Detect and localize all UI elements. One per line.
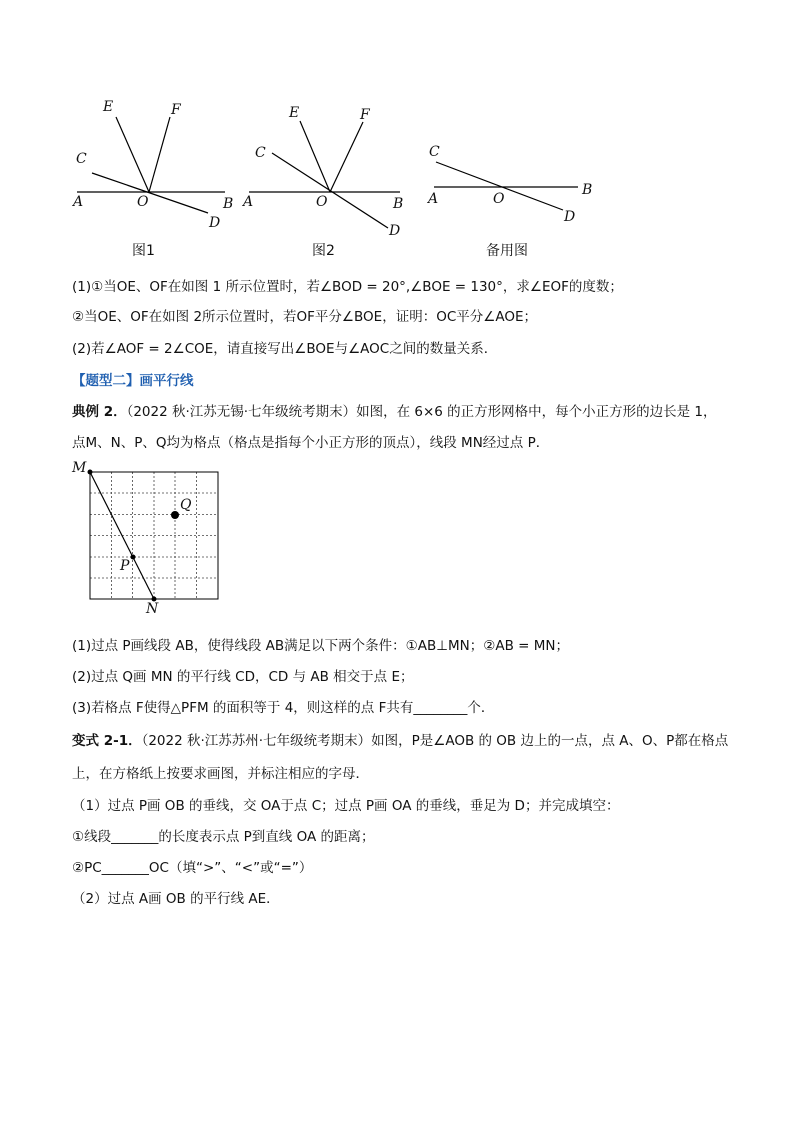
- figure-1-caption: 图1: [132, 243, 155, 259]
- var21-line-6: （2）过点 A画 OB 的平行线 AE．: [72, 891, 280, 907]
- ex2-part-3: (3)若格点 F使得△PFM 的面积等于 4，则这样的点 F共有________个．: [72, 700, 495, 716]
- label-E: E: [103, 99, 114, 115]
- var21-heading: 变式 2-1．: [72, 733, 142, 749]
- label-B: B: [582, 182, 593, 198]
- label-F: F: [360, 107, 370, 123]
- ex2-part-1: (1)过点 P画线段 AB，使得线段 AB满足以下两个条件：①AB⊥MN；②AB = MN；: [72, 638, 569, 654]
- label-P: P: [120, 558, 130, 574]
- grid-drawing: [70, 458, 230, 618]
- label-D: D: [564, 209, 576, 225]
- label-O: O: [137, 194, 149, 210]
- label-D: D: [389, 223, 401, 239]
- ex2-line-1: [72, 400, 717, 420]
- label-O: O: [316, 194, 328, 210]
- label-A: A: [428, 191, 439, 207]
- label-A: A: [243, 194, 254, 210]
- ex2-line-2: 点M、N、P、Q均为格点（格点是指每个小正方形的顶点），线段 MN经过点 P．: [72, 435, 550, 451]
- figure-1: [70, 95, 240, 265]
- q1-line-2: ②当OE、OF在如图 2所示位置时，若OF平分∠BOE，证明：OC平分∠AOE；: [72, 309, 538, 325]
- label-C: C: [255, 145, 266, 161]
- ex2-part-2: (2)过点 Q画 MN 的平行线 CD，CD 与 AB 相交于点 E；: [72, 669, 414, 685]
- q1-line-3: (2)若∠AOF = 2∠COE，请直接写出∠BOE与∠AOC之间的数量关系．: [72, 341, 498, 357]
- section-title: 【题型二】画平行线: [72, 373, 194, 389]
- label-B: B: [223, 196, 234, 212]
- var21-line-2: 上，在方格纸上按要求画图，并标注相应的字母．: [72, 766, 369, 782]
- figure-spare-drawing: [420, 95, 610, 245]
- figure-spare-caption: 备用图: [486, 243, 528, 259]
- label-F: F: [171, 102, 181, 118]
- var21-line-3: （1）过点 P画 OB 的垂线，交 OA于点 C；过点 P画 OA 的垂线，垂足为 D；并完成填空：: [72, 798, 620, 814]
- label-A: A: [73, 194, 84, 210]
- label-B: B: [393, 196, 404, 212]
- ex2-text-1: （2022 秋·江苏无锡·七年级统考期末）如图，在 6×6 的正方形网格中，每个小正方形的边长是 1，: [126, 404, 717, 420]
- label-D: D: [209, 215, 221, 231]
- figure-2-caption: 图2: [312, 243, 335, 259]
- label-C: C: [429, 144, 440, 160]
- var21-line-1: [72, 729, 728, 749]
- label-N: N: [146, 601, 159, 617]
- label-M: M: [72, 460, 87, 476]
- label-O: O: [493, 191, 505, 207]
- figure-2: [240, 95, 420, 265]
- ex2-heading: 典例 2．: [72, 404, 127, 420]
- var21-line-4: ①线段_______的长度表示点 P到直线 OA 的距离；: [72, 829, 375, 845]
- var21-text-1: （2022 秋·江苏苏州·七年级统考期末）如图，P是∠AOB 的 OB 边上的一点，点 A、O、P都在格点: [141, 733, 729, 749]
- q1-line-1: (1)①当OE、OF在如图 1 所示位置时，若∠BOD = 20°,∠BOE = 130°，求∠EOF的度数；: [72, 279, 623, 295]
- label-C: C: [76, 151, 87, 167]
- var21-line-5: ②PC_______OC（填“>”、“<”或“=”）: [72, 860, 313, 876]
- label-E: E: [289, 105, 300, 121]
- figure-spare: [420, 95, 610, 265]
- grid-figure: [70, 458, 230, 618]
- label-Q: Q: [180, 497, 192, 513]
